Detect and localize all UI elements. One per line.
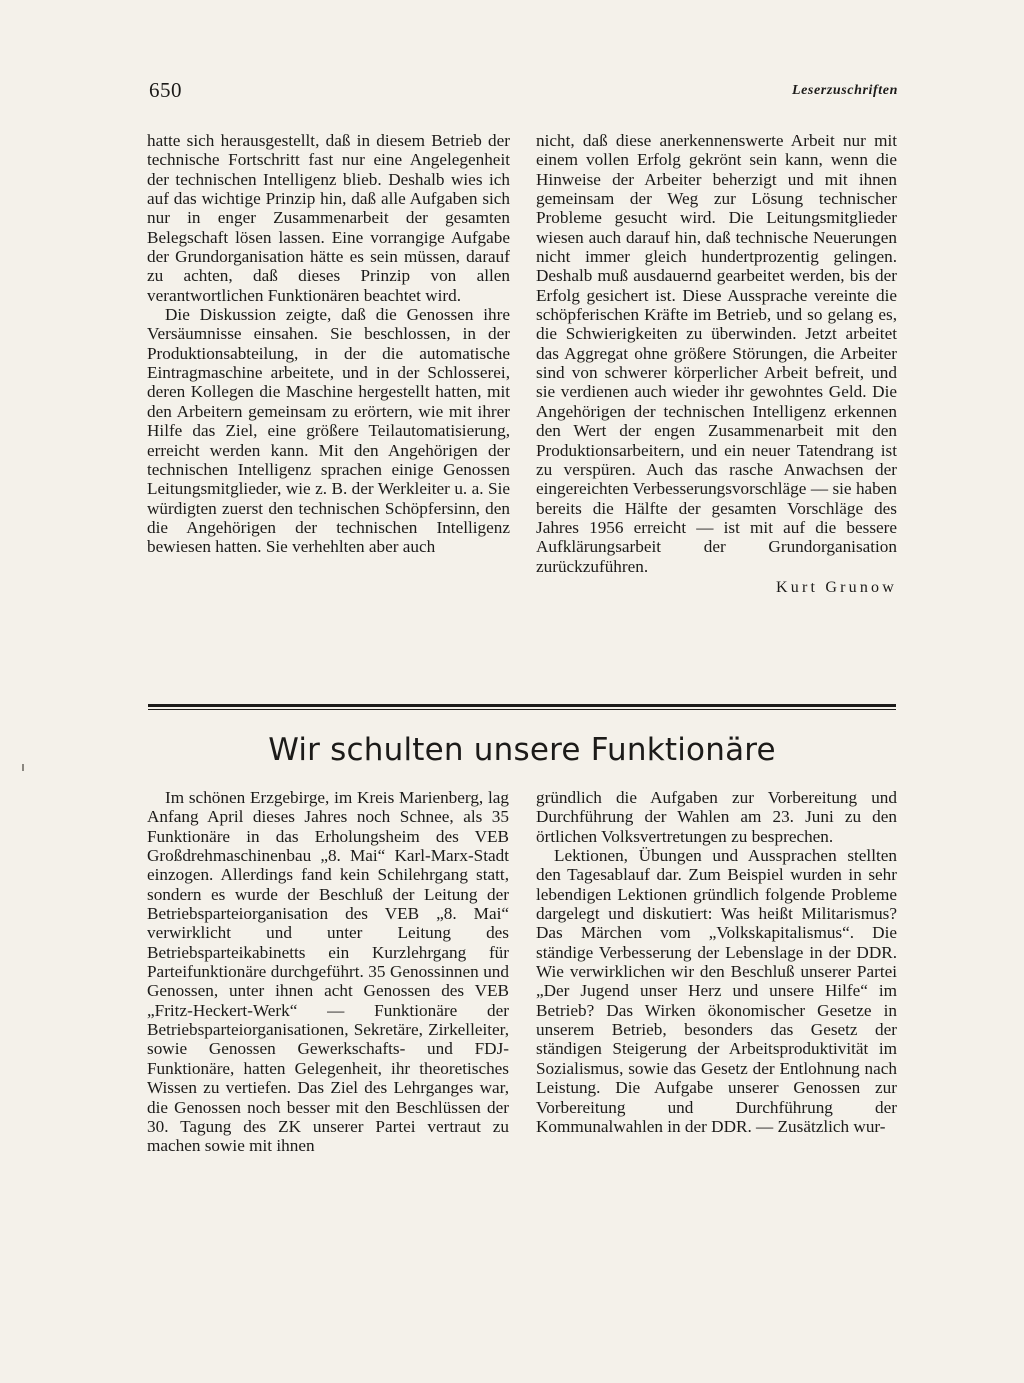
scan-mark	[22, 764, 24, 771]
article-paragraph: gründlich die Aufgaben zur Vorbereitung und Durchführung der Wahlen am 23. Juni zu den örtlichen Volksvertretungen zu besprechen.	[536, 788, 897, 846]
letter-paragraph: hatte sich herausgestellt, daß in diesem Betrieb der technische Fortschritt fast nur eine Angelegenheit der technischen Intelligenz blieb. Deshalb wies ich auf das wichtige Prinzip hin, daß alle Aufgaben sich nur in enger Zusammenarbeit der gesamten Belegschaft lösen lassen. Eine vorrangige Aufgabe der Grundorganisation hätte es sein müssen, darauf zu achten, daß dieses Prinzip von allen verantwortlichen Funktionären beachtet wird.	[147, 131, 510, 305]
page-number: 650	[149, 78, 182, 102]
letter-paragraph: Die Diskussion zeigte, daß die Genossen ihre Versäumnisse einsahen. Sie beschlossen, in der Produktionsabteilung, in der die automatische Eintragmaschine arbeitete, und in der Schlosserei, deren Kollegen die Maschine hergestellt hatten, mit den Arbeitern gemeinsam zu erörtern, wie mit ihrer Hilfe das Ziel, eine größere Teilautomatisierung, erreicht werden kann. Mit den Angehörigen der technischen Intelligenz sprachen einige Genossen Leitungsmitglieder, wie z. B. der Werkleiter u. a. Sie würdigten zuerst den technischen Schöpfersinn, den die Angehörigen der technischen Intelligenz bewiesen hatten. Sie verhehlten aber auch	[147, 305, 510, 557]
article-paragraph: Im schönen Erzgebirge, im Kreis Marienberg, lag Anfang April dieses Jahres noch Schnee, als 35 Funktionäre in das Erholungsheim des VEB Großdrehmaschinenbau „8. Mai“ Karl-Marx-Stadt einzogen. Allerdings fand kein Schilehrgang statt, sondern es wurde der Beschluß der Leitung der Betriebsparteiorganisation des VEB „8. Mai“ verwirklicht und unter Leitung des Betriebsparteikabinetts ein Kurzlehrgang für Parteifunktionäre durchgeführt. 35 Genossinnen und Genossen, unter ihnen acht Genossen des VEB „Fritz-Heckert-Werk“ — Funktionäre der Betriebsparteiorganisationen, Sekretäre, Zirkelleiter, sowie Genossen Gewerkschafts- und FDJ-Funktionäre, hatten Gelegenheit, ihr theoretisches Wissen zu vertiefen. Das Ziel des Lehrganges war, die Genossen noch besser mit den Beschlüssen der 30. Tagung des ZK unserer Partei vertraut zu machen sowie mit ihnen	[147, 788, 509, 1156]
letter-paragraph: nicht, daß diese anerkennenswerte Arbeit nur mit einem vollen Erfolg gekrönt sein kann, wenn die Hinweise der Arbeiter beherzigt und mit ihnen gemeinsam der Weg zur Lösung technischer Probleme gesucht wird. Die Leitungsmitglieder wiesen auch darauf hin, daß technische Neuerungen nicht immer gleich hundertprozentig gelingen. Deshalb muß ausdauernd gearbeitet werden, bis der Erfolg gesichert ist. Diese Aussprache vereinte die schöpferischen Kräfte im Betrieb, und so gelang es, die Schwierigkeiten zu überwinden. Jetzt arbeitet das Aggregat ohne größere Störungen, die Arbeiter sind von schwerer körperlicher Arbeit befreit, und sie verdienen auch wieder ihr gewohntes Geld. Die Angehörigen der technischen Intelligenz erkennen den Wert der engen Zusammenarbeit mit den Produktionsarbeitern, und ein neuer Tatendrang ist zu verspüren. Auch das rasche Anwachsen der eingereichten Verbesserungsvorschläge — sie haben bereits die Hälfte der gesamten Vorschläge des Jahres 1956 erreicht — ist mit auf die bessere Aufklärungsarbeit der Grundorganisation zurückzuführen.	[536, 131, 897, 576]
author-signature: Kurt Grunow	[776, 578, 897, 596]
article-right-column	[536, 788, 897, 1136]
article-title: Wir schulten unsere Funktionäre	[268, 732, 776, 768]
section-divider-thin	[148, 709, 896, 710]
article-paragraph: Lektionen, Übungen und Aussprachen stellten den Tagesablauf dar. Zum Beispiel wurden in sehr lebendigen Lektionen gründlich folgende Probleme dargelegt und diskutiert: Was heißt Militarismus? Das Märchen vom „Volkskapitalismus“. Die ständige Verbesserung der Lebenslage in der DDR. Wie verwirklichen wir den Beschluß unserer Partei „Der Jugend unser Herz und unsere Hilfe“ im Betrieb? Das Wirken ökonomischer Gesetze in unserem Betrieb, besonders das Gesetz der ständigen Steigerung der Arbeitsproduktivität im Sozialismus, sowie das Gesetz der Entlohnung nach Leistung. Die Aufgabe unserer Genossen zur Vorbereitung und Durchführung der Kommunalwahlen in der DDR. — Zusätzlich wur-	[536, 846, 897, 1136]
letter-right-column	[536, 131, 897, 597]
article-left-column	[147, 788, 509, 1156]
section-divider	[148, 704, 896, 707]
running-title: Leserzuschriften	[791, 83, 898, 98]
letter-left-column	[147, 131, 510, 557]
